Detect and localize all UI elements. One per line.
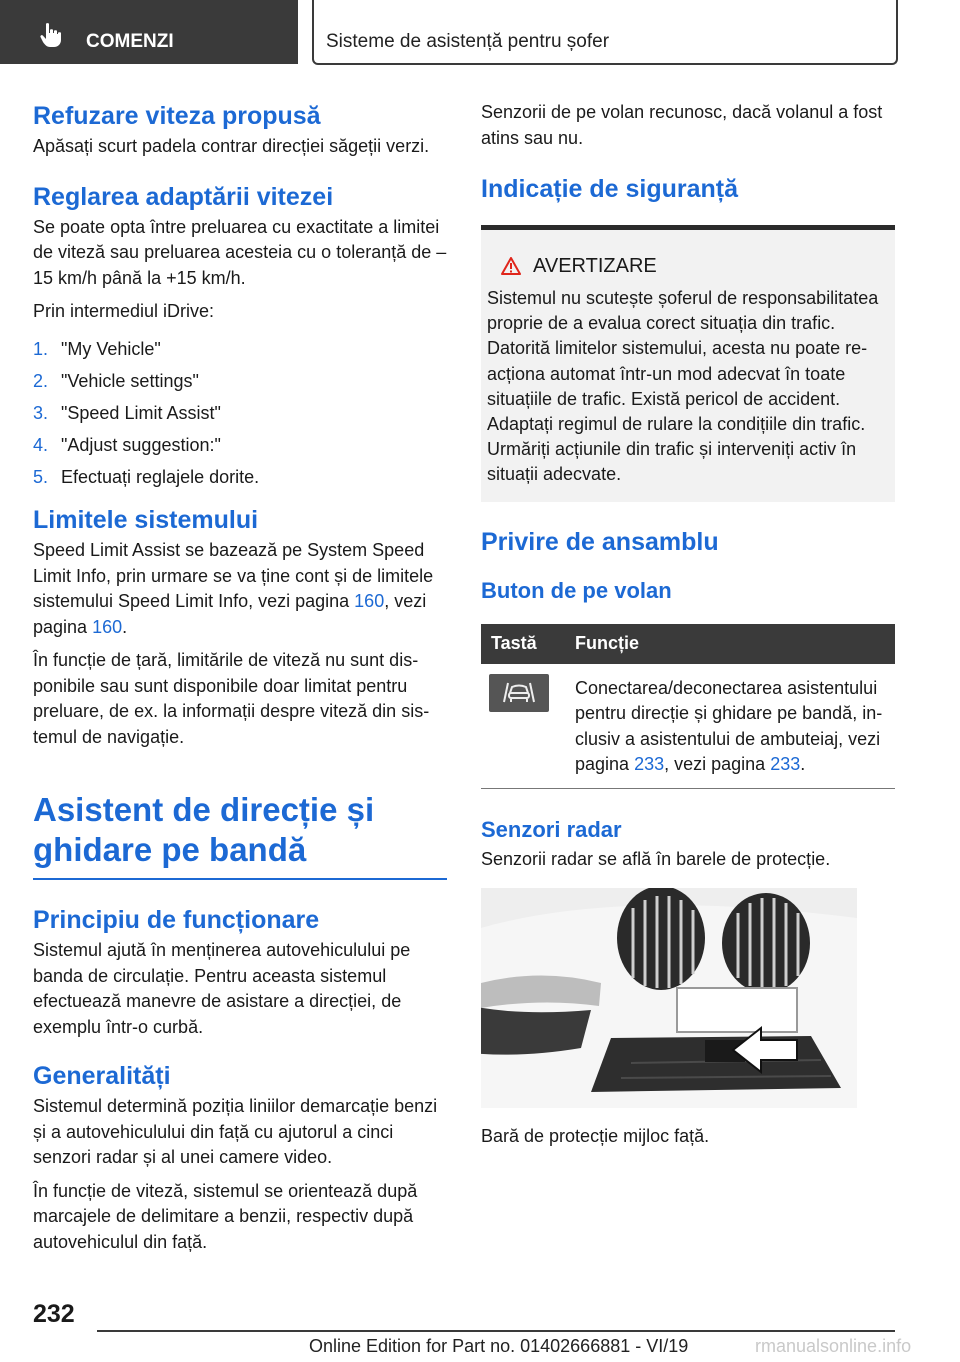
table-cell-key — [481, 664, 565, 789]
text-span: . — [800, 754, 806, 775]
paragraph-limitele — [33, 538, 447, 640]
paragraph-reglarea: Se poate opta între preluarea cu exactitate a limitei de viteză sau preluarea acesteia cu o toleranță de –15 km/h până la +15 km/h. — [33, 216, 447, 288]
paragraph-senzori-radar: Senzorii radar se află în barele de protecție. — [481, 848, 831, 869]
step-number: 5. — [33, 466, 49, 487]
right-column — [481, 100, 895, 1150]
heading-senzori-radar: Senzori radar — [481, 816, 622, 842]
chapter-rule — [33, 878, 447, 880]
chapter-heading-line1: Asistent de direcție și — [33, 791, 375, 829]
paragraph-generalitati-1: Sistemul determină poziția liniilor demarcație benzi și a autovehiculului din față cu ajutorul a cinci senzori radar și al unei camere video. — [33, 1096, 438, 1168]
page-link-233[interactable]: 233 — [634, 754, 665, 775]
watermark-text: rmanualsonline.info — [755, 1336, 912, 1356]
column-header: Funcție — [565, 624, 895, 664]
warning-box — [481, 230, 895, 502]
text-span: Speed Limit Assist se bazează pe System Speed Limit Info, prin urmare se va ține cont și de limitele sistemului Speed Limit Info, vezi pagina — [33, 540, 434, 612]
list-item — [33, 337, 447, 363]
left-column — [33, 100, 447, 1255]
text-span: . — [122, 616, 128, 637]
page-header — [0, 0, 960, 66]
step-text: Efectuați reglajele dorite. — [61, 466, 260, 487]
table-row — [481, 664, 895, 789]
heading-privire: Privire de ansamblu — [481, 527, 719, 556]
text-span: Conectarea/deconectarea asistentului pentru direcție și ghidare pe bandă, inclusiv a asistentului de ambuteiaj, vezi pagina — [575, 677, 883, 775]
list-item — [33, 369, 447, 395]
step-text: "Adjust suggestion:" — [61, 434, 221, 455]
image-caption: Bară de protecție mijloc față. — [481, 1126, 710, 1147]
heading-limitele: Limitele sistemului — [33, 506, 259, 535]
paragraph-generalitati-2: În funcție de viteză, sistemul se orientează după marcajele de delimitare a benzii, respectiv după autovehiculul din față. — [33, 1180, 418, 1252]
hand-pointer-icon — [40, 22, 64, 48]
chapter-heading-line2: ghidare pe bandă — [33, 831, 307, 869]
column-header: Tastă — [481, 624, 565, 664]
text-span: , vezi pagina — [33, 591, 427, 637]
heading-buton-volan: Buton de pe volan — [481, 577, 672, 603]
heading-refuzare: Refuzare viteza propusă — [33, 102, 321, 130]
edition-text: Online Edition for Part no. 01402666881 - VI/19 — [309, 1336, 689, 1356]
table-cell-function — [565, 664, 895, 789]
paragraph-refuzare: Apăsați scurt padela contrar direcției săgeții verzi. — [33, 136, 430, 156]
step-text: "My Vehicle" — [61, 338, 161, 359]
warning-text: Sistemul nu scutește șoferul de responsabilitatea proprie de a evalua corect situația din trafic. Datorită limitelor sistemului, acesta nu poate reacționa automat într-un mod adecvat în toate situațiile de trafic. Există pericol de accident. Adaptați regimul de rulare la condițiile din trafic. Urmăriți acțiunile din trafic și interveniți activ în situații adecvate. — [487, 288, 879, 485]
chapter-heading — [33, 790, 447, 870]
footer-rule — [97, 1330, 895, 1332]
heading-reglarea: Reglarea adaptării vitezei — [33, 182, 334, 211]
page-number: 232 — [33, 1300, 75, 1328]
step-number: 1. — [33, 338, 49, 359]
step-text: "Vehicle settings" — [61, 370, 199, 391]
idrive-steps-list — [33, 337, 447, 491]
chapter-tab[interactable] — [0, 0, 298, 64]
front-bumper-image — [481, 888, 857, 1108]
table-header-row — [481, 624, 895, 664]
step-number: 2. — [33, 370, 49, 391]
list-item — [33, 401, 447, 427]
text-span: , vezi pagina — [664, 754, 771, 775]
section-header — [312, 0, 898, 65]
list-item — [33, 433, 447, 459]
list-item — [33, 465, 447, 491]
paragraph-idrive-intro: Prin intermediul iDrive: — [33, 301, 215, 321]
paragraph-limitele-tara: În funcție de țară, limitările de viteză nu sunt disponibile sau sunt disponibile doar limitat pentru preluare, de ex. la informații despre viteză din sistemul de navigație. — [33, 650, 430, 747]
paragraph-principiu: Sistemul ajută în menținerea autovehiculului pe banda de circulație. Pentru aceasta sistemul efectuează manevre de asistare a direcției, de exemplu într-o curbă. — [33, 940, 411, 1037]
heading-generalitati: Generalități — [33, 1062, 171, 1091]
warning-label: AVERTIZARE — [533, 255, 657, 277]
lane-assist-button-icon — [489, 674, 549, 712]
step-number: 3. — [33, 402, 49, 423]
warning-head — [487, 252, 889, 280]
section-title: Sisteme de asistență pentru șofer — [326, 31, 610, 52]
heading-principiu: Principiu de funcționare — [33, 906, 320, 935]
button-table — [481, 624, 895, 789]
page-link-160[interactable]: 160 — [92, 616, 123, 637]
warning-triangle-icon — [501, 257, 521, 275]
chapter-label: COMENZI — [86, 31, 174, 52]
heading-siguranta: Indicație de siguranță — [481, 175, 739, 203]
page-link-233[interactable]: 233 — [770, 754, 801, 775]
paragraph-senzori-volan: Senzorii de pe volan recunosc, dacă volanul a fost atins sau nu. — [481, 102, 883, 148]
step-number: 4. — [33, 434, 49, 455]
step-text: "Speed Limit Assist" — [61, 402, 221, 423]
page-link-160[interactable]: 160 — [354, 591, 385, 612]
